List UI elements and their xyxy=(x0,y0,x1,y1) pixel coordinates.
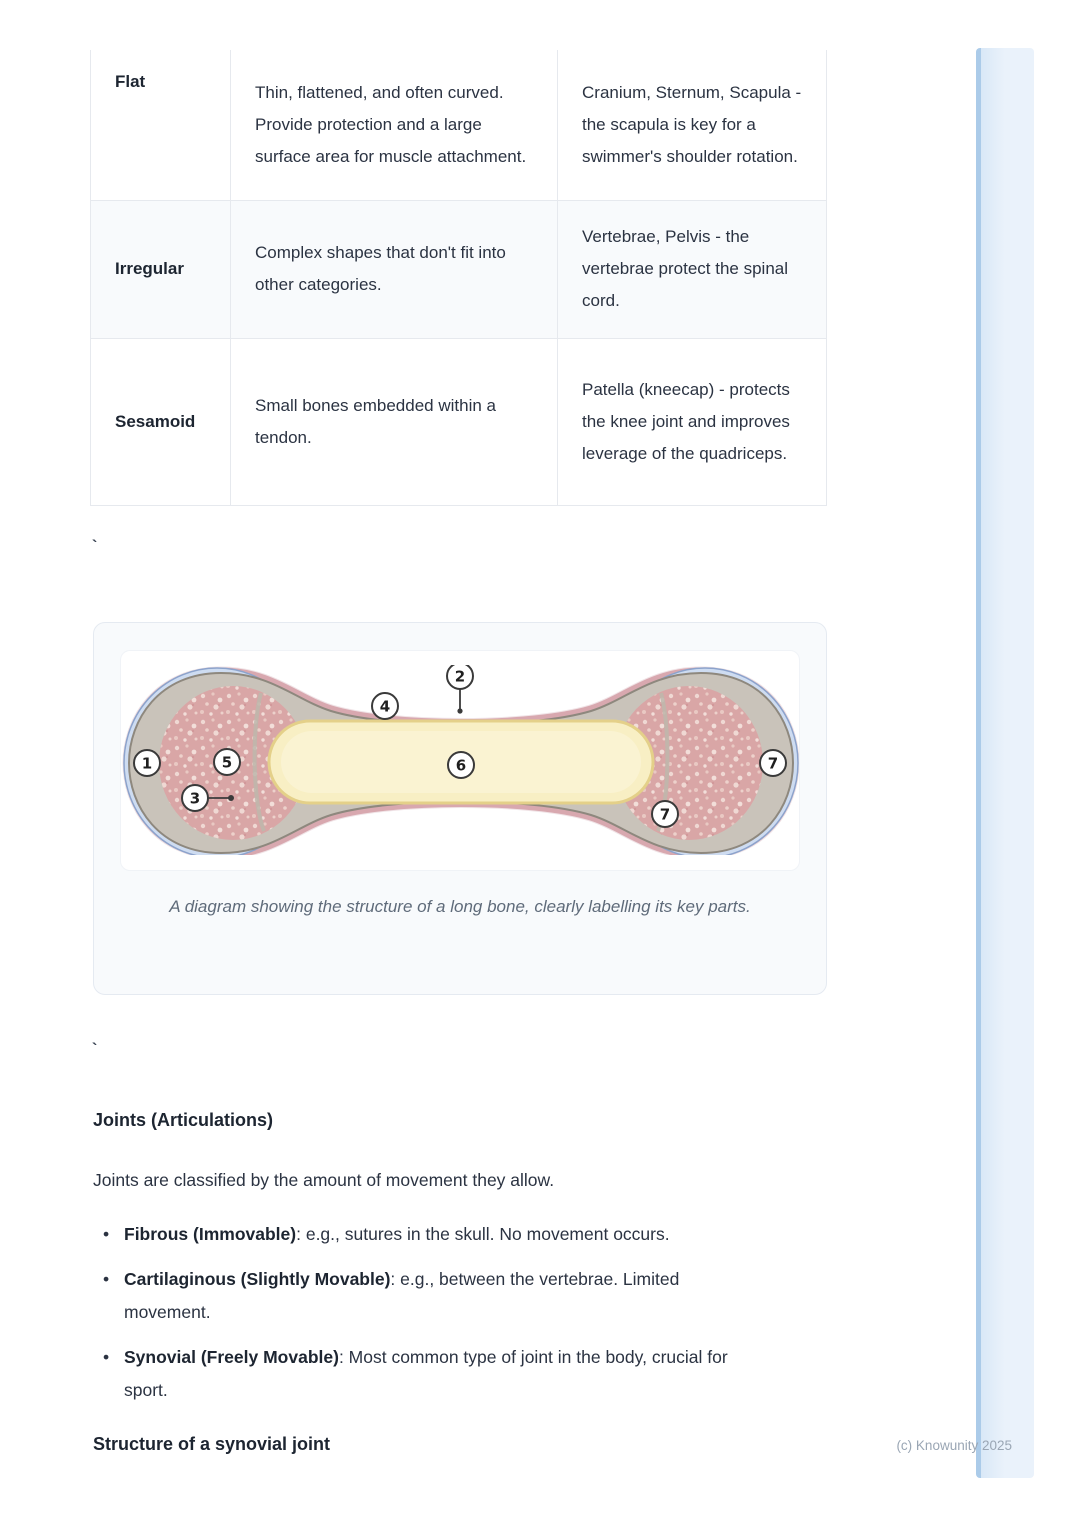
bone-type-cell: Irregular xyxy=(91,200,231,338)
bone-diagram-image xyxy=(120,650,800,871)
svg-text:7: 7 xyxy=(767,754,779,773)
bone-types-table xyxy=(90,50,827,506)
joint-type-detail: : e.g., sutures in the skull. No movement occurs. xyxy=(296,1224,670,1244)
table-row xyxy=(91,50,827,200)
stray-backtick-2: ` xyxy=(92,1041,98,1058)
bone-description-cell: Complex shapes that don't fit into other categories. xyxy=(231,200,558,338)
joints-heading: Joints (Articulations) xyxy=(93,1110,274,1130)
joint-types-list xyxy=(93,1218,733,1419)
synovial-joint-heading: Structure of a synovial joint xyxy=(93,1434,331,1454)
bone-diagram-card xyxy=(93,622,827,995)
joints-intro: Joints are classified by the amount of movement they allow. xyxy=(93,1170,555,1190)
table-row xyxy=(91,200,827,338)
joint-type-name: Fibrous (Immovable) xyxy=(124,1224,297,1244)
stray-backtick-1: ` xyxy=(92,538,98,555)
bone-description-cell: Small bones embedded within a tendon. xyxy=(231,338,558,505)
bone-type-cell: Flat xyxy=(91,50,231,200)
svg-text:7: 7 xyxy=(659,805,671,824)
bone-type-cell: Sesamoid xyxy=(91,338,231,505)
bone-examples-cell: Vertebrae, Pelvis - the vertebrae protect the spinal cord. xyxy=(558,200,827,338)
joint-type-detail: : e.g., between the vertebrae. Limited movement. xyxy=(124,1269,680,1322)
svg-text:3: 3 xyxy=(189,789,201,808)
bone-description-cell: Thin, flattened, and often curved. Provide protection and a large surface area for muscle attachment. xyxy=(231,50,558,200)
joint-type-item xyxy=(93,1341,733,1407)
joint-type-name: Synovial (Freely Movable) xyxy=(124,1347,339,1367)
bone-examples-cell: Cranium, Sternum, Scapula - the scapula is key for a swimmer's shoulder rotation. xyxy=(558,50,827,200)
joint-type-detail: : Most common type of joint in the body, crucial for sport. xyxy=(124,1347,728,1400)
joint-type-name: Cartilaginous (Slightly Movable) xyxy=(124,1269,391,1289)
long-bone-illustration xyxy=(121,665,800,855)
bone-table-body xyxy=(91,50,827,505)
scroll-panel[interactable] xyxy=(976,48,1034,1478)
svg-text:2: 2 xyxy=(454,667,466,686)
bone-examples-cell: Patella (kneecap) - protects the knee joint and improves leverage of the quadriceps. xyxy=(558,338,827,505)
svg-text:6: 6 xyxy=(455,756,467,775)
copyright-note: (c) Knowunity 2025 xyxy=(896,1438,1012,1453)
joint-type-item xyxy=(93,1218,733,1251)
table-row xyxy=(91,338,827,505)
svg-text:1: 1 xyxy=(141,754,153,773)
svg-text:5: 5 xyxy=(221,753,233,772)
figure-caption: A diagram showing the structure of a long bone, clearly labelling its key parts. xyxy=(169,897,751,916)
joint-type-item xyxy=(93,1263,733,1329)
svg-text:4: 4 xyxy=(379,697,391,716)
